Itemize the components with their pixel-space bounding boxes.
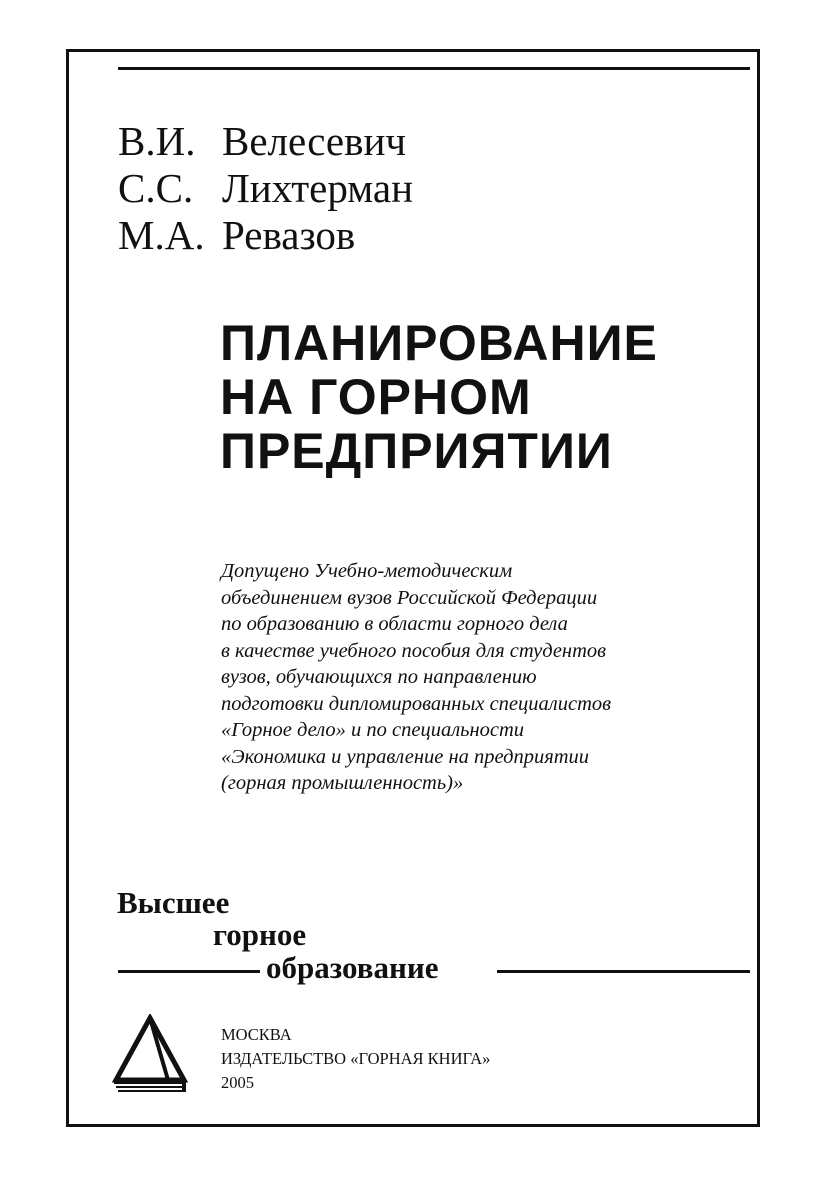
- approval-line: вузов, обучающихся по направлению: [221, 666, 537, 688]
- approval-line: подготовки дипломированных специалистов: [221, 692, 612, 715]
- triangle-book-logo-icon: [112, 1014, 188, 1092]
- approval-note: [221, 558, 611, 797]
- author-row: [118, 165, 413, 212]
- series-word-1: Высшее: [117, 885, 230, 920]
- approval-line: объединением вузов Российской Федерации: [221, 586, 598, 609]
- top-rule: [118, 67, 750, 70]
- author-row: [118, 212, 413, 259]
- book-title: [220, 316, 658, 478]
- author-surname: Лихтерман: [222, 165, 414, 211]
- author-initials: М.А.: [118, 212, 205, 258]
- approval-line: (горная промышленность)»: [221, 772, 464, 794]
- approval-line: в качестве учебного пособия для студентов: [221, 639, 607, 662]
- publisher-city: МОСКВА: [221, 1025, 292, 1044]
- series-word-2: горное: [213, 917, 307, 952]
- author-initials: В.И.: [118, 118, 196, 164]
- author-surname: Ревазов: [222, 212, 356, 258]
- publisher-name: ИЗДАТЕЛЬСТВО «ГОРНАЯ КНИГА»: [221, 1049, 491, 1068]
- series-rule-right: [497, 970, 750, 973]
- approval-line: «Экономика и управление на предприятии: [221, 745, 590, 768]
- series-rule-left: [118, 970, 260, 973]
- author-initials: С.С.: [118, 165, 194, 211]
- authors-list: [118, 118, 413, 259]
- publisher-imprint: [221, 1023, 490, 1095]
- author-row: [118, 118, 413, 165]
- approval-line: «Горное дело» и по специальности: [221, 719, 525, 741]
- approval-line: Допущено Учебно-методическим: [221, 560, 513, 582]
- book-title-line: НА ГОРНОМ: [220, 369, 532, 425]
- approval-line: по образованию в области горного дела: [221, 613, 568, 635]
- book-title-line: ПРЕДПРИЯТИИ: [220, 423, 613, 479]
- book-title-line: ПЛАНИРОВАНИЕ: [220, 315, 658, 371]
- publication-year: 2005: [221, 1073, 254, 1092]
- author-surname: Велесевич: [222, 118, 407, 164]
- series-word-3: образование: [266, 950, 439, 985]
